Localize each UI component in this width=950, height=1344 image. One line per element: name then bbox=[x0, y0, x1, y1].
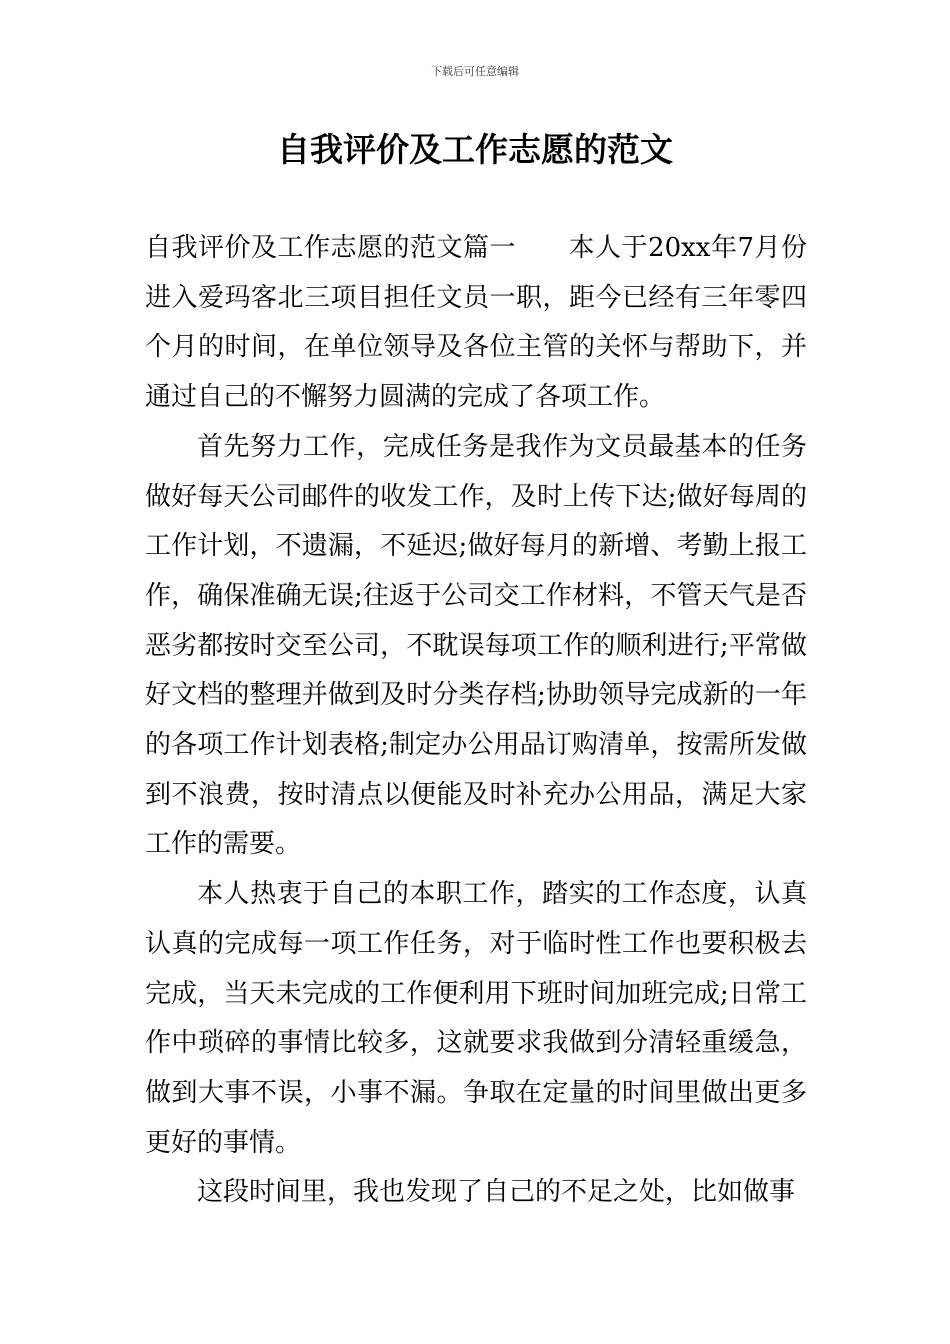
paragraph-3: 本人热衷于自己的本职工作，踏实的工作态度，认真认真的完成每一项工作任务，对于临时性工作也要积极去完成，当天未完成的工作便利用下班时间加班完成;日常工作中琐碎的事情比较多，这就要求我做到分清轻重缓急，做到大事不误，小事不漏。争取在定量的时间里做出更多更好的事情。 bbox=[145, 879, 807, 1158]
document-body bbox=[145, 224, 807, 1218]
document-title: 自我评价及工作志愿的范文 bbox=[277, 130, 673, 169]
paragraph-1-text: 本人于20xx年7月份进入爱玛客北三项目担任文员一职，距今已经有三年零四个月的时间，在单位领导及各位主管的关怀与帮助下，并通过自己的不懈努力圆满的完成了各项工作。 bbox=[145, 233, 807, 413]
header-note: 下载后可任意编辑 bbox=[431, 65, 519, 78]
paragraph-1-lead: 自我评价及工作志愿的范文篇一 bbox=[145, 233, 517, 263]
paragraph-2: 首先努力工作，完成任务是我作为文员最基本的任务做好每天公司邮件的收发工作，及时上传下达;做好每周的工作计划，不遗漏，不延迟;做好每月的新增、考勤上报工作，确保准确无误;往返于公司交工作材料，不管天气是否恶劣都按时交至公司，不耽误每项工作的顺利进行;平常做好文档的整理并做到及时分类存档;协助领导完成新的一年的各项工作计划表格;制定办公用品订购清单，按需所发做到不浪费，按时清点以便能及时补充办公用品，满足大家工作的需要。 bbox=[145, 431, 807, 860]
paragraph-4: 这段时间里，我也发现了自己的不足之处，比如做事 bbox=[197, 1177, 796, 1208]
paragraph-1 bbox=[145, 224, 807, 423]
